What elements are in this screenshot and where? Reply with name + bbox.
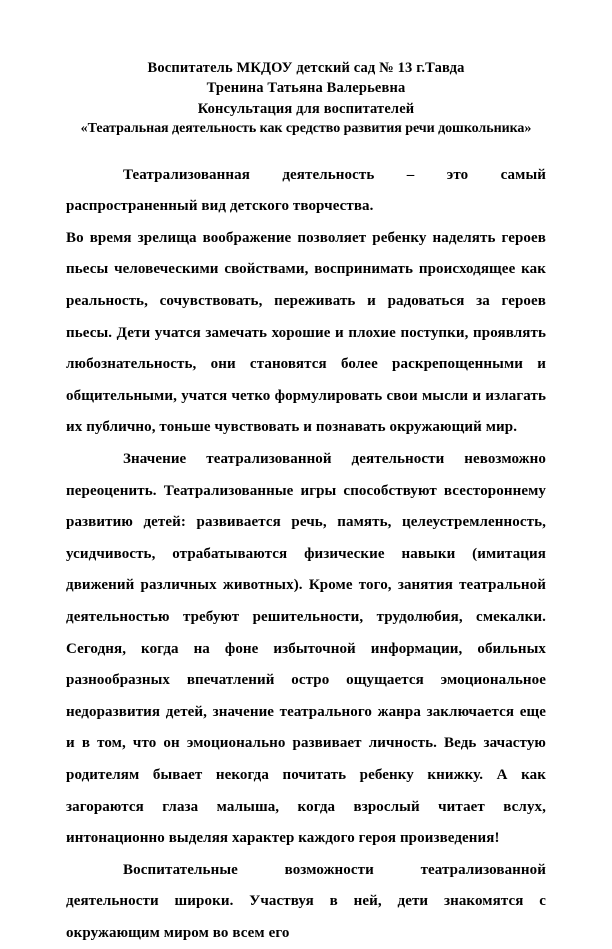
heading-line-institution: Воспитатель МКДОУ детский сад № 13 г.Тавда bbox=[147, 60, 465, 76]
heading-line-author-name: Тренина Татьяна Валерьевна bbox=[206, 80, 406, 97]
document-heading-block bbox=[66, 58, 546, 140]
paragraph-3: Значение театрализованной деятельности невозможно переоценить. Театрализованные игры способствуют всестороннему развитию детей: развивается речь, память, целеустремленность, усидчивость, отрабатываются физические навыки (имитация движений различных животных). Кроме того, занятия театральной деятельностью требуют решительности, трудолюбия, смекалки. Сегодня, когда на фоне избыточной информации, обильных разнообразных впечатлений остро ощущается эмоциональное недоразвития детей, значение театрального жанра заключается еще и в том, что он эмоционально развивает личность. Ведь зачастую родителям бывает некогда почитать ребенку книжку. А как загораются глаза малыша, когда взрослый читает вслух, интонационно выделяя характер каждого героя произведения! bbox=[66, 450, 546, 847]
document-body bbox=[66, 160, 546, 949]
paragraph-1: Театрализованная деятельность – это самый распространенный вид детского творчества. bbox=[66, 166, 546, 215]
paragraph-2: Во время зрелища воображение позволяет ребенку наделять героев пьесы человеческими свойствами, воспринимать происходящее как реальность, сочувствовать, переживать и радоваться за героев пьесы. Дети учатся замечать хорошие и плохие поступки, проявлять любознательность, они становятся более раскрепощенными и общительными, учатся четко формулировать свои мысли и излагать их публично, тоньше чувствовать и познавать окружающий мир. bbox=[66, 229, 546, 436]
document-content bbox=[66, 58, 546, 949]
paragraph-4: Воспитательные возможности театрализованной деятельности широки. Участвуя в ней, дети знакомятся с окружающим миром во всем его bbox=[66, 861, 546, 941]
heading-line-document-type: Консультация для воспитателей bbox=[197, 100, 415, 117]
heading-line-title: «Театральная деятельность как средство развития речи дошкольника» bbox=[80, 121, 532, 137]
